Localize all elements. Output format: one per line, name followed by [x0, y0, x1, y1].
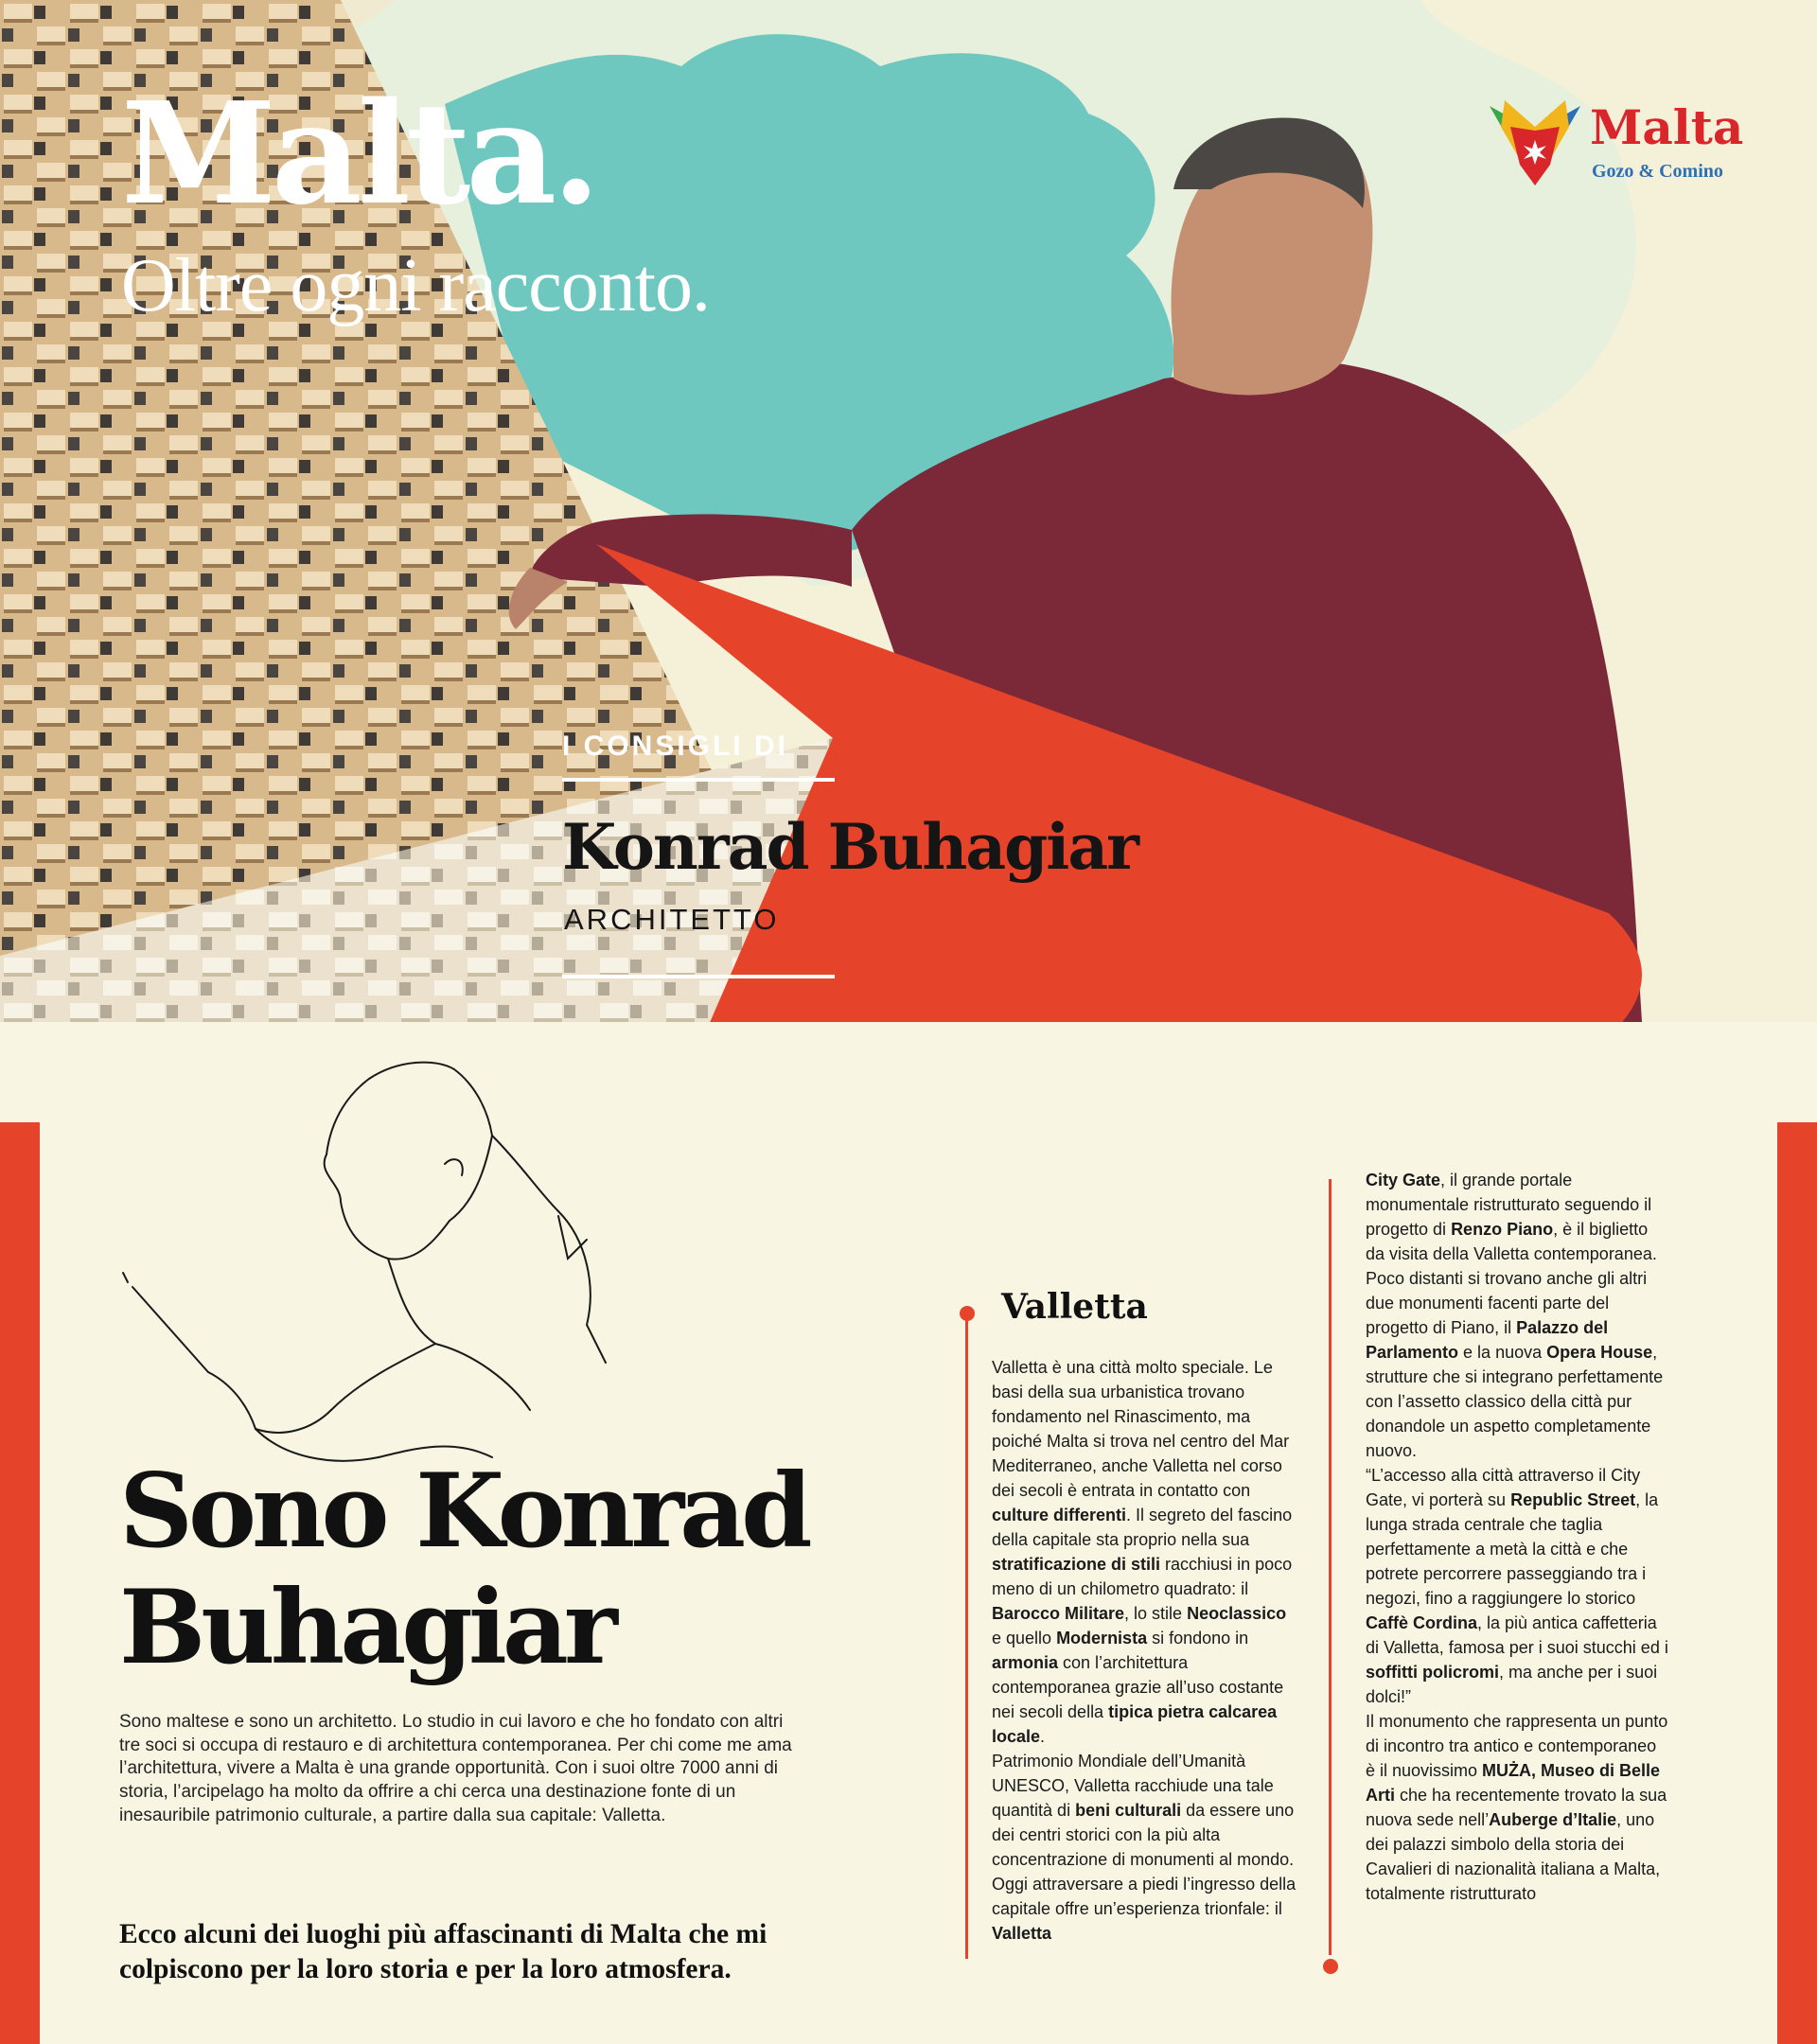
- column-paragraph: [1366, 1463, 1668, 1709]
- text-run: , la più antica caffetteria di Valletta, famosa per i suoi stucchi ed i: [1366, 1613, 1668, 1657]
- text-run: si fondono in: [1147, 1629, 1249, 1648]
- person-role: ARCHITETTO: [564, 903, 780, 936]
- bold-phrase: MUŻA, Museo di Belle Arti: [1366, 1761, 1661, 1805]
- timeline-dot-2: [1323, 1959, 1338, 1974]
- bold-phrase: stratificazione di stili: [992, 1555, 1161, 1574]
- text-run: da essere uno dei centri storici con la più alta concentrazione di monumenti al mondo. Oggi attraversare a piedi l’ingresso della capitale offre un’esperienza trionfale: il: [992, 1801, 1297, 1918]
- text-run: . Il segreto del fascino della capitale sta proprio nella sua: [992, 1506, 1293, 1549]
- text-run: “L’accesso alla città attraverso il City Gate, vi porterà su: [1366, 1466, 1641, 1509]
- section-column-1: [992, 1355, 1298, 1946]
- left-accent-bar: [0, 1122, 40, 2044]
- bold-phrase: Palazzo del Parlamento: [1366, 1318, 1609, 1362]
- text-run: con l’architettura contemporanea grazie all’uso costante nei secoli della: [992, 1653, 1284, 1721]
- column-paragraph: [1366, 1709, 1668, 1906]
- bold-phrase: Renzo Piano: [1451, 1220, 1554, 1239]
- article-title-line2: Buhagiar: [119, 1568, 613, 1688]
- role-rule: [562, 975, 835, 978]
- bold-phrase: Caffè Cordina: [1366, 1613, 1478, 1632]
- text-run: , ma anche per i suoi dolci!”: [1366, 1663, 1658, 1706]
- timeline-line-2: [1329, 1179, 1332, 1955]
- text-run: , la lunga strada centrale che taglia perfettamente a metà la città e che potrete percorrere passeggiando tra i negozi, fino a raggiungere lo storico: [1366, 1490, 1659, 1608]
- bold-phrase: City Gate: [1366, 1171, 1441, 1189]
- column-paragraph: [992, 1749, 1298, 1946]
- section-kicker: I CONSIGLI DI: [562, 731, 789, 762]
- article-lead: Ecco alcuni dei luoghi più affascinanti di Malta che mi colpiscono per la loro storia e per la loro atmosfera.: [119, 1919, 767, 1985]
- text-run: .: [1040, 1727, 1046, 1746]
- right-accent-bar: [1777, 1122, 1817, 2044]
- bold-phrase: Barocco Militare: [992, 1604, 1125, 1623]
- bold-phrase: Republic Street: [1510, 1490, 1636, 1509]
- timeline-line: [965, 1312, 968, 1959]
- text-run: , il grande portale monumentale ristrutturato seguendo il progetto di: [1366, 1171, 1652, 1239]
- malta-heart-icon: [1488, 98, 1582, 193]
- logo-subtitle: Gozo & Comino: [1592, 161, 1723, 182]
- text-run: e quello: [992, 1629, 1057, 1648]
- bold-phrase: tipica pietra calcarea locale: [992, 1702, 1278, 1746]
- text-run: Valletta è una città molto speciale. Le basi della sua urbanistica trovano fondamento nel Rinascimento, ma poiché Malta si trova nel centro del Mar Mediterraneo, anche Valletta nel corso dei secoli è entrata in contatto con: [992, 1358, 1290, 1500]
- text-run: e la nuova: [1458, 1343, 1547, 1362]
- article-title: [119, 1454, 808, 1686]
- text-run: , lo stile: [1124, 1604, 1188, 1623]
- bold-phrase: Auberge d’Italie: [1489, 1810, 1617, 1829]
- kicker-rule: [562, 778, 835, 782]
- text-run: Il monumento che rappresenta un punto di incontro tra antico e contemporaneo è il nuovissimo: [1366, 1712, 1668, 1780]
- bold-phrase: armonia: [992, 1653, 1059, 1672]
- section-heading: Valletta: [1001, 1287, 1148, 1327]
- column-paragraph: [1366, 1168, 1668, 1463]
- article-title-line1: Sono Konrad: [119, 1452, 808, 1571]
- text-run: che ha recentemente trovato la sua nuova sede nell’: [1366, 1786, 1667, 1829]
- article-intro: Sono maltese e sono un architetto. Lo studio in cui lavoro e che ho fondato con altri tre soci si occupa di restauro e di architettura contemporanea. Per chi come me ama l’architettura, vivere a Malta è una grande opportunità. Con i suoi oltre 7000 anni di storia, l’arcipelago ha molto da offrire a chi cerca una destinazione fonte di un inesauribile patrimonio culturale, a partire dalla sua capitale: Valletta.: [119, 1712, 792, 1825]
- section-column-2: [1366, 1168, 1668, 1906]
- text-run: racchiusi in poco meno di un chilometro quadrato: il: [992, 1555, 1293, 1598]
- bold-phrase: culture differenti: [992, 1506, 1127, 1524]
- column-paragraph: [992, 1355, 1298, 1749]
- bold-phrase: beni culturali: [1075, 1801, 1182, 1820]
- text-run: , è il biglietto da visita della Valletta contemporanea. Poco distanti si trovano anche gli altri due monumenti facenti parte del progetto di Piano, il: [1366, 1220, 1657, 1337]
- text-run: Patrimonio Mondiale dell’Umanità UNESCO, Valletta racchiude una tale quantità di: [992, 1752, 1274, 1820]
- bold-phrase: Valletta: [992, 1924, 1052, 1943]
- bold-phrase: soffitti policromi: [1366, 1663, 1499, 1682]
- logo-wordmark: Malta: [1590, 99, 1744, 155]
- bold-phrase: Opera House: [1546, 1343, 1653, 1362]
- page-tagline: Oltre ogni racconto.: [121, 244, 710, 327]
- architect-sketch: [114, 1041, 644, 1495]
- text-run: , strutture che si integrano perfettamente con l’assetto classico della città pur donandole un aspetto completamente nuovo.: [1366, 1343, 1664, 1460]
- bold-phrase: Modernista: [1056, 1629, 1148, 1648]
- text-run: , uno dei palazzi simbolo della storia dei Cavalieri di nazionalità italiana a Malta, totalmente ristrutturato: [1366, 1810, 1661, 1903]
- bold-phrase: Neoclassico: [1187, 1604, 1287, 1623]
- page-title: Malta.: [121, 71, 596, 236]
- person-name: Konrad Buhagiar: [562, 810, 1138, 884]
- brand-logo[interactable]: [1488, 98, 1743, 193]
